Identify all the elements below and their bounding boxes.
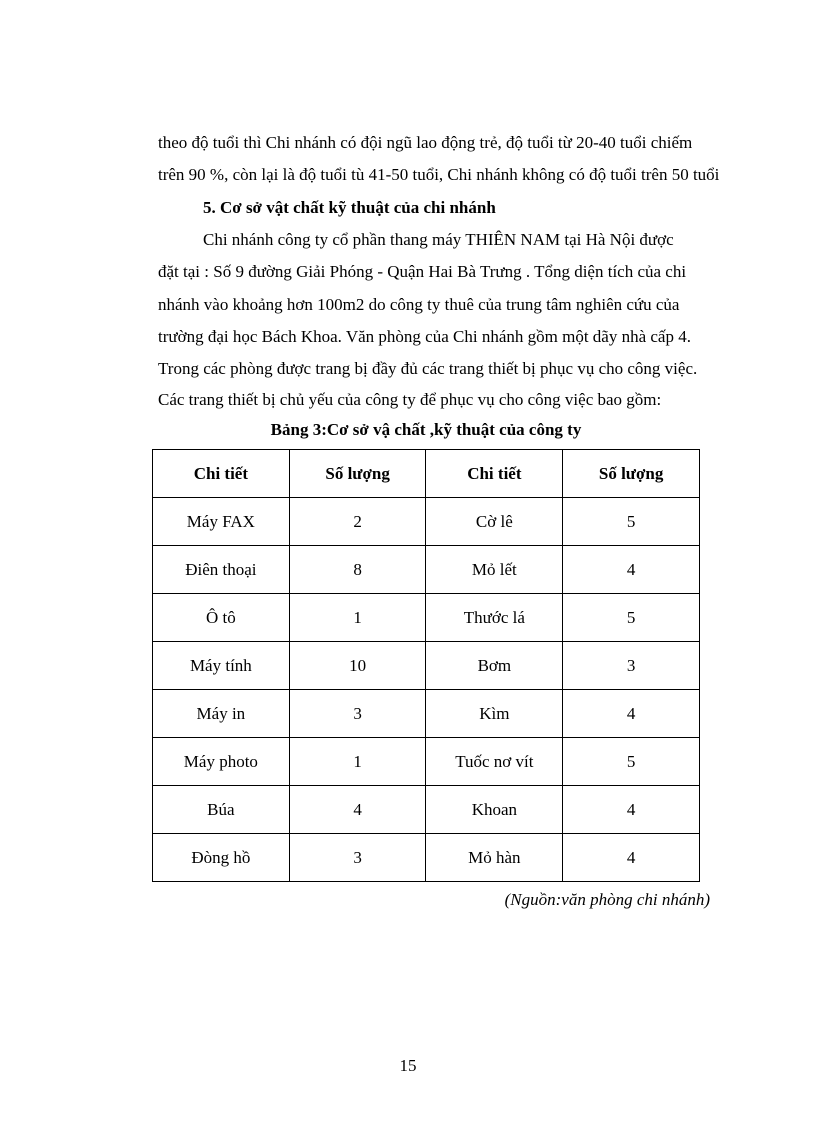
table-cell: 3 (289, 690, 426, 738)
page-number: 15 (399, 1056, 417, 1075)
column-header: Chi tiết (426, 450, 563, 498)
table-cell: 8 (289, 546, 426, 594)
table-cell: Đòng hồ (153, 834, 290, 882)
table-row (153, 498, 700, 546)
paragraph-line: trường đại học Bách Khoa. Văn phòng của Chi nhánh gồm một dãy nhà cấp 4. (158, 327, 691, 346)
table-cell: 5 (563, 594, 700, 642)
table-cell: 2 (289, 498, 426, 546)
table-row (153, 786, 700, 834)
table-cell: Kìm (426, 690, 563, 738)
table-title: Bảng 3:Cơ sở vậ chất ,kỹ thuật của công ty (270, 420, 582, 439)
table-cell: Thước lá (426, 594, 563, 642)
table-row (153, 738, 700, 786)
table-cell: Máy tính (153, 642, 290, 690)
column-header: Số lượng (289, 450, 426, 498)
paragraph-line: Chi nhánh công ty cổ phần thang máy THIÊN NAM tại Hà Nội được (203, 230, 674, 249)
table-cell: 4 (563, 690, 700, 738)
paragraph-line: nhánh vào khoảng hơn 100m2 do công ty thuê của trung tâm nghiên cứu của (158, 295, 680, 314)
paragraph-line: Trong các phòng được trang bị đầy đủ các trang thiết bị phục vụ cho công việc. (158, 359, 698, 378)
table-cell: 1 (289, 594, 426, 642)
table-cell: Cờ lê (426, 498, 563, 546)
table-cell: 4 (289, 786, 426, 834)
table-row (153, 546, 700, 594)
table-cell: Bơm (426, 642, 563, 690)
table-cell: Điên thoại (153, 546, 290, 594)
paragraph-line: đặt tại : Số 9 đường Giải Phóng - Quận Hai Bà Trưng . Tổng diện tích của chi (158, 262, 687, 281)
table-cell: 4 (563, 834, 700, 882)
table-row (153, 642, 700, 690)
column-header: Chi tiết (153, 450, 290, 498)
table-cell: Máy in (153, 690, 290, 738)
table-cell: 5 (563, 738, 700, 786)
table-cell: Mỏ lết (426, 546, 563, 594)
table-cell: 3 (563, 642, 700, 690)
table-row (153, 690, 700, 738)
table-cell: Máy FAX (153, 498, 290, 546)
table-cell: Búa (153, 786, 290, 834)
paragraph-line: Các trang thiết bị chủ yếu của công ty để phục vụ cho công việc bao gồm: (158, 390, 662, 409)
table-cell: 4 (563, 546, 700, 594)
table-cell: Khoan (426, 786, 563, 834)
table-cell: Ô tô (153, 594, 290, 642)
table-cell: Tuốc nơ vít (426, 738, 563, 786)
table-cell: Máy photo (153, 738, 290, 786)
table-cell: 5 (563, 498, 700, 546)
table-cell: 4 (563, 786, 700, 834)
equipment-table (152, 449, 700, 882)
table-source-note: (Nguồn:văn phòng chi nhánh) (504, 890, 710, 909)
paragraph-line: trên 90 %, còn lại là độ tuổi tù 41-50 tuổi, Chi nhánh không có độ tuổi trên 50 tuổi (158, 165, 720, 184)
table-cell: 10 (289, 642, 426, 690)
table-cell: Mỏ hàn (426, 834, 563, 882)
table-header-row (153, 450, 700, 498)
column-header: Số lượng (563, 450, 700, 498)
paragraph-line: theo độ tuổi thì Chi nhánh có đội ngũ lao động trẻ, độ tuổi từ 20-40 tuổi chiếm (158, 133, 693, 152)
section-heading: 5. Cơ sở vật chất kỹ thuật của chi nhánh (203, 198, 496, 217)
table-row (153, 594, 700, 642)
table-cell: 3 (289, 834, 426, 882)
table-row (153, 834, 700, 882)
table-cell: 1 (289, 738, 426, 786)
